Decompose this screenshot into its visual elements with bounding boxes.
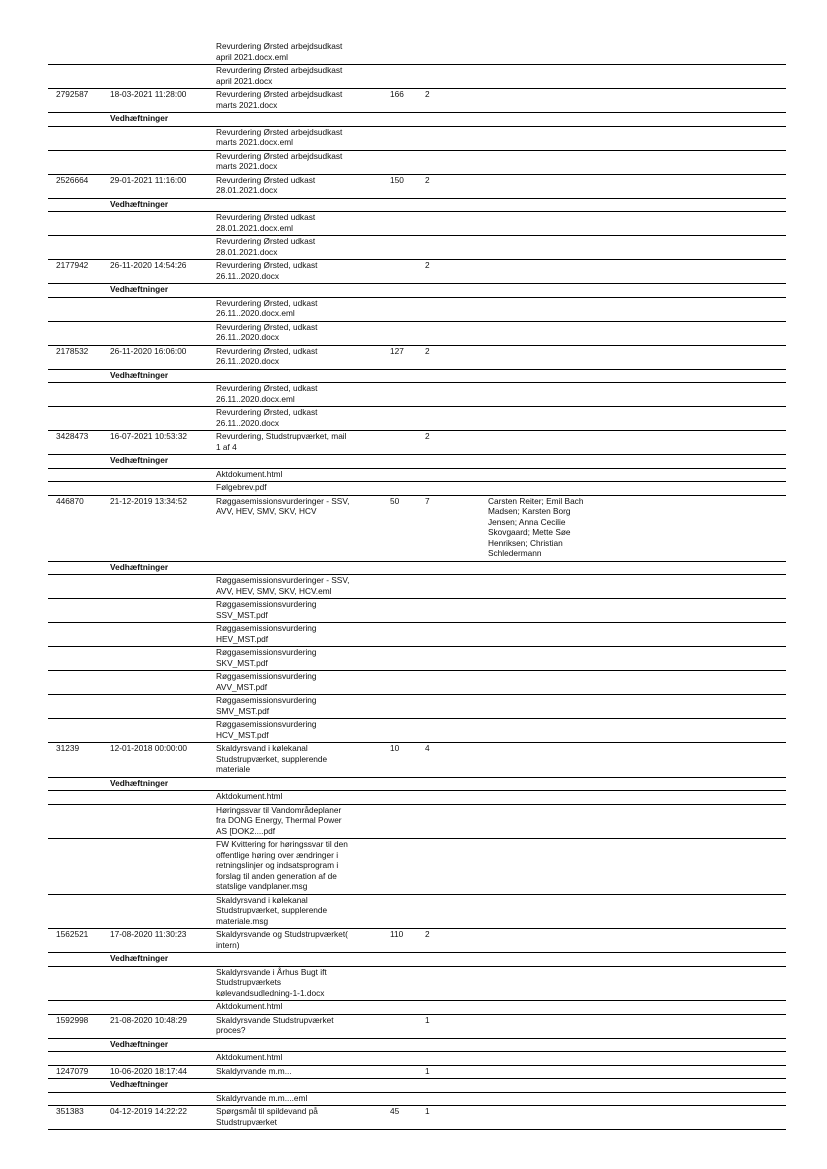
attachment-filename: Revurdering Ørsted arbejdsudkast april 2021.docx.eml xyxy=(216,41,343,62)
document-id: 351383 xyxy=(56,1106,84,1116)
attachments-label: Vedhæftninger xyxy=(110,198,169,209)
attachment-filename: Aktdokument.html xyxy=(216,1052,283,1062)
attachments-label: Vedhæftninger xyxy=(110,1079,169,1089)
document-title: Skaldyrvande m.m... xyxy=(216,1065,292,1076)
attachment-count: 1 xyxy=(425,1106,430,1116)
attachment-filename: Røggasemissionsvurdering SMV_MST.pdf xyxy=(216,695,317,716)
row-divider xyxy=(48,321,786,322)
attachments-label: Vedhæftninger xyxy=(110,284,169,294)
attachment-filename: Revurdering Ørsted arbejdsudkast marts 2021.docx.eml xyxy=(216,126,343,147)
document-title: Revurdering Ørsted, udkast 26.11..2020.docx xyxy=(216,260,318,281)
row-divider xyxy=(48,1051,786,1052)
attachment-count: 2 xyxy=(425,345,430,356)
attachment-filename: FW Kvittering for høringssvar til den offentlige høring over ændringer i retningslinjer og indsatsprogram i forslag til anden generation af de statslige vandplaner.msg xyxy=(216,839,348,891)
attachments-label: Vedhæftninger xyxy=(110,561,169,572)
recipients: Carsten Reiter; Emil Bach Madsen; Karsten Borg Jensen; Anna Cecilie Skovgaard; Mette Søe Henriksen; Christian Schledermann xyxy=(488,495,584,558)
attachment-count: 2 xyxy=(425,260,430,270)
row-divider xyxy=(48,670,786,671)
document-id: 1247079 xyxy=(56,1065,89,1076)
attachment-filename: Skaldyrvande m.m....eml xyxy=(216,1092,308,1103)
attachment-filename: Røggasemissionsvurderinger - SSV, AVV, HEV, SMV, SKV, HCV.eml xyxy=(216,575,350,596)
attachment-filename: Revurdering Ørsted arbejdsudkast april 2021.docx xyxy=(216,65,343,86)
document-title: Revurdering Ørsted udkast 28.01.2021.docx xyxy=(216,174,316,195)
document-id: 446870 xyxy=(56,495,84,506)
document-title: Skaldyrsvande og Studstrupværket( intern) xyxy=(216,929,348,950)
row-divider xyxy=(48,126,786,127)
attachment-filename: Revurdering Ørsted, udkast 26.11..2020.docx xyxy=(216,407,318,428)
row-divider xyxy=(48,481,786,482)
row-divider xyxy=(48,894,786,895)
row-divider xyxy=(48,718,786,719)
attachment-count: 2 xyxy=(425,431,430,441)
row-divider xyxy=(48,382,786,383)
attachment-filename: Aktdokument.html xyxy=(216,791,283,801)
document-id: 2178532 xyxy=(56,345,89,356)
document-date: 21-08-2020 10:48:29 xyxy=(110,1014,188,1025)
attachment-filename: Følgebrev.pdf xyxy=(216,482,267,492)
row-divider xyxy=(48,64,786,65)
document-title: Revurdering Ørsted arbejdsudkast marts 2021.docx xyxy=(216,89,343,110)
row-divider xyxy=(48,235,786,236)
document-title: Skaldyrsvande Studstrupværket proces? xyxy=(216,1014,334,1035)
row-divider xyxy=(48,838,786,839)
attachment-filename: Revurdering Ørsted, udkast 26.11..2020.docx.eml xyxy=(216,383,318,404)
document-date: 17-08-2020 11:30:23 xyxy=(110,929,187,939)
row-divider xyxy=(48,1092,786,1093)
document-title: Skaldyrsvand i kølekanal Studstrupværket, supplerende materiale xyxy=(216,743,328,774)
attachment-filename: Aktdokument.html xyxy=(216,1001,283,1011)
attachment-filename: Revurdering Ørsted udkast 28.01.2021.docx xyxy=(216,236,316,257)
attachment-count: 1 xyxy=(425,1014,430,1025)
row-divider xyxy=(48,1129,786,1130)
document-title: Røggasemissionsvurderinger - SSV, AVV, HEV, SMV, SKV, HCV xyxy=(216,495,350,516)
document-id: 3428473 xyxy=(56,431,89,441)
row-divider xyxy=(48,211,786,212)
document-id: 2177942 xyxy=(56,260,89,270)
document-id: 1562521 xyxy=(56,929,89,939)
document-date: 26-11-2020 14:54:26 xyxy=(110,260,187,270)
attachments-label: Vedhæftninger xyxy=(110,113,169,123)
document-date: 10-06-2020 18:17:44 xyxy=(110,1065,188,1076)
attachment-filename: Revurdering Ørsted, udkast 26.11..2020.docx xyxy=(216,321,318,342)
document-date: 26-11-2020 16:06:00 xyxy=(110,345,187,356)
document-id: 31239 xyxy=(56,743,80,753)
page-count: 127 xyxy=(390,345,404,356)
attachment-filename: Røggasemissionsvurdering SSV_MST.pdf xyxy=(216,599,317,620)
document-title: Revurdering, Studstrupværket, mail 1 af 4 xyxy=(216,431,347,452)
document-date: 29-01-2021 11:16:00 xyxy=(110,174,187,185)
page-count: 110 xyxy=(390,929,404,939)
attachment-count: 2 xyxy=(425,89,430,99)
attachment-filename: Revurdering Ørsted arbejdsudkast marts 2021.docx xyxy=(216,150,343,171)
row-divider xyxy=(48,150,786,151)
page-count: 45 xyxy=(390,1106,400,1116)
attachment-filename: Revurdering Ørsted, udkast 26.11..2020.docx.eml xyxy=(216,297,318,318)
row-divider xyxy=(48,1000,786,1001)
document-title: Spørgsmål til spildevand på Studstrupværket xyxy=(216,1106,318,1127)
attachment-filename: Røggasemissionsvurdering AVV_MST.pdf xyxy=(216,671,317,692)
attachments-label: Vedhæftninger xyxy=(110,455,169,465)
attachment-filename: Skaldyrsvand i kølekanal Studstrupværket, supplerende materiale.msg xyxy=(216,894,328,926)
attachment-filename: Høringssvar til Vandområdeplaner fra DONG Energy, Thermal Power AS [DOK2....pdf xyxy=(216,804,342,836)
attachment-filename: Røggasemissionsvurdering SKV_MST.pdf xyxy=(216,647,317,668)
document-id: 2526664 xyxy=(56,174,89,185)
page-count: 166 xyxy=(390,89,404,99)
page-count: 150 xyxy=(390,174,404,185)
attachments-label: Vedhæftninger xyxy=(110,1038,169,1049)
page-count: 50 xyxy=(390,495,400,506)
document-date: 12-01-2018 00:00:00 xyxy=(110,743,188,753)
row-divider xyxy=(48,790,786,791)
row-divider xyxy=(48,804,786,805)
attachment-count: 1 xyxy=(425,1065,430,1076)
row-divider xyxy=(48,406,786,407)
attachment-count: 2 xyxy=(425,174,430,185)
attachments-label: Vedhæftninger xyxy=(110,777,169,788)
row-divider xyxy=(48,622,786,623)
row-divider xyxy=(48,468,786,469)
document-date: 18-03-2021 11:28:00 xyxy=(110,89,187,99)
attachments-label: Vedhæftninger xyxy=(110,369,169,380)
attachments-label: Vedhæftninger xyxy=(110,953,169,963)
attachment-filename: Revurdering Ørsted udkast 28.01.2021.docx.eml xyxy=(216,212,316,233)
row-divider xyxy=(48,694,786,695)
document-id: 1592998 xyxy=(56,1014,89,1025)
attachment-filename: Røggasemissionsvurdering HCV_MST.pdf xyxy=(216,719,317,740)
row-divider xyxy=(48,297,786,298)
document-date: 21-12-2019 13:34:52 xyxy=(110,495,188,506)
attachment-count: 4 xyxy=(425,743,430,753)
row-divider xyxy=(48,598,786,599)
attachment-filename: Aktdokument.html xyxy=(216,468,283,479)
document-date: 04-12-2019 14:22:22 xyxy=(110,1106,188,1116)
attachment-count: 7 xyxy=(425,495,430,506)
document-title: Revurdering Ørsted, udkast 26.11..2020.docx xyxy=(216,345,318,366)
attachment-filename: Røggasemissionsvurdering HEV_MST.pdf xyxy=(216,623,317,644)
row-divider xyxy=(48,966,786,967)
document-id: 2792587 xyxy=(56,89,89,99)
attachment-count: 2 xyxy=(425,929,430,939)
row-divider xyxy=(48,646,786,647)
row-divider xyxy=(48,574,786,575)
document-date: 16-07-2021 10:53:32 xyxy=(110,431,188,441)
attachment-filename: Skaldyrsvande i Århus Bugt ift Studstrupværkets kølevandsudledning-1-1.docx xyxy=(216,966,327,998)
page-count: 10 xyxy=(390,743,400,753)
